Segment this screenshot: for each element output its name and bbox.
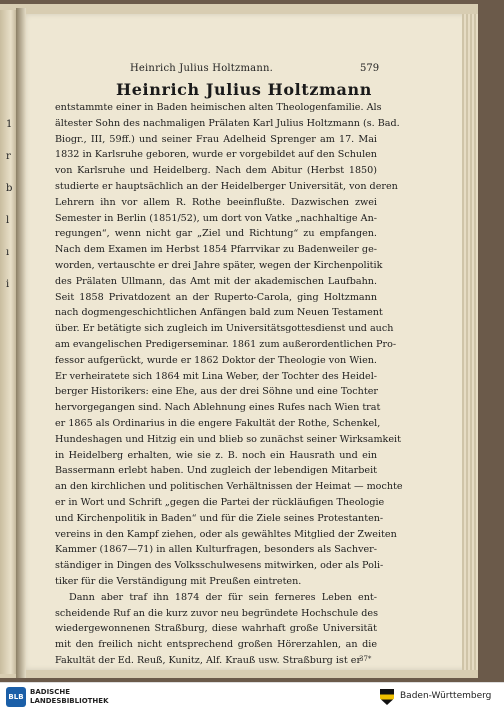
- book-gutter: [16, 8, 26, 678]
- text-line: Bassermann erlebt haben. Und zugleich der lebendigen Mitarbeit: [55, 465, 377, 477]
- text-line: ständiger in Dingen des Volksschulwesens mitwirken, oder als Poli-: [55, 560, 384, 572]
- text-line: Fakultät der Ed. Reuß, Kunitz, Alf. Krauß usw. Straßburg ist er: [55, 654, 362, 666]
- text-line: an den kirchlichen und politischen Verhältnissen der Heimat — mochte: [55, 481, 403, 493]
- text-line: fessor aufgerückt, wurde er 1862 Doktor der Theologie von Wien.: [55, 354, 377, 366]
- text-line: entstammte einer in Baden heimischen alten Theologenfamilie. Als: [55, 102, 382, 113]
- text-line: 1832 in Karlsruhe geboren, wurde er vorgebildet auf den Schulen: [55, 149, 377, 161]
- left-page-marks: 1 r b l ı i: [6, 119, 13, 290]
- blb-logo: BLB: [6, 687, 26, 707]
- text-line: und Kirchenpolitik in Baden“ und für die Ziele seines Protestanten-: [55, 512, 384, 524]
- text-line: in Heidelberg erhalten, wie sie z. B. noch ein Hausrath und ein: [55, 449, 377, 461]
- text-line: des Prälaten Ullmann, das Amt mit der akademischen Laufbahn.: [55, 275, 377, 287]
- text-line: worden, vertauschte er drei Jahre später, wegen der Kirchenpolitik: [55, 259, 383, 271]
- text-line: Kammer (1867—71) in allen Kulturfragen, besonders als Sachver-: [55, 544, 377, 556]
- running-head: Heinrich Julius Holtzmann.: [130, 63, 274, 74]
- text-line: hervorgegangen sind. Nach Ablehnung eines Rufes nach Wien trat: [55, 402, 381, 414]
- text-line: von Karlsruhe und Heidelberg. Nach dem Abitur (Herbst 1850): [55, 165, 377, 177]
- body-text: [55, 100, 403, 669]
- library-name: [30, 688, 109, 706]
- text-line: Nach dem Examen im Herbst 1854 Pfarrvikar zu Badenweiler ge-: [55, 244, 377, 256]
- state-emblem-icon: [380, 689, 394, 705]
- sheet-signature: 37*: [359, 655, 372, 663]
- text-line: am evangelischen Predigerseminar. 1861 zum außerordentlichen Pro-: [55, 338, 397, 350]
- text-line: über. Er betätigte sich zugleich im Universitätsgottesdienst und auch: [55, 323, 394, 335]
- text-line: studierte er hauptsächlich an der Heidelberger Universität, von deren: [55, 180, 398, 192]
- library-name-line1: BADISCHE: [30, 688, 70, 696]
- page-number: 579: [360, 63, 380, 74]
- page-stack-edge: [462, 14, 478, 670]
- text-line: er in Wort und Schrift „gegen die Partei der rückläufigen Theologie: [55, 496, 385, 508]
- text-line: ältester Sohn des nachmaligen Prälaten Karl Julius Holtzmann (s. Bad.: [55, 117, 400, 129]
- library-name-line2: LANDESBIBLIOTHEK: [30, 697, 109, 705]
- text-line: wiedergewonnenen Straßburg, diese wahrhaft große Universität: [55, 623, 377, 635]
- text-line: er 1865 als Ordinarius in die engere Fakultät der Rothe, Schenkel,: [55, 417, 381, 429]
- text-line: berger Historikers: eine Ehe, aus der drei Söhne und eine Tochter: [55, 386, 378, 398]
- text-line: Biogr., III, 59ff.) und seiner Frau Adelheid Sprenger am 17. Mai: [55, 133, 377, 145]
- text-line: vereins in den Kampf ziehen, oder als gewähltes Mitglied der Zweiten: [55, 528, 397, 540]
- footer-bar: [0, 682, 504, 711]
- text-line: nach dogmengeschichtlichen Anfängen bald zum Neuen Testament: [55, 307, 383, 319]
- text-line: mit den freilich nicht entsprechend großen Hörerzahlen, an die: [55, 639, 377, 651]
- text-line: Lehrern ihn vor allem R. Rothe beeinflußte. Dazwischen zwei: [55, 196, 377, 208]
- entry-title: Heinrich Julius Holtzmann: [116, 80, 372, 99]
- text-line: Hundeshagen und Hitzig ein und blieb so zunächst seiner Wirksamkeit: [55, 433, 401, 445]
- text-line: tiker für die Verständigung mit Preußen eintreten.: [55, 575, 302, 587]
- state-name: Baden-Württemberg: [400, 691, 492, 701]
- text-line: scheidende Ruf an die kurz zuvor neu begründete Hochschule des: [55, 607, 378, 619]
- text-line: Semester in Berlin (1851/52), um dort von Vatke „nachhaltige An-: [55, 212, 377, 224]
- text-line: Dann aber traf ihn 1874 der für sein ferneres Leben ent-: [69, 591, 377, 603]
- text-line: regungen“, wenn nicht gar „Ziel und Richtung“ zu empfangen.: [55, 228, 377, 240]
- text-line: Er verheiratete sich 1864 mit Lina Weber, der Tochter des Heidel-: [55, 370, 378, 382]
- text-line: Seit 1858 Privatdozent an der Ruperto-Carola, ging Holtzmann: [55, 291, 377, 303]
